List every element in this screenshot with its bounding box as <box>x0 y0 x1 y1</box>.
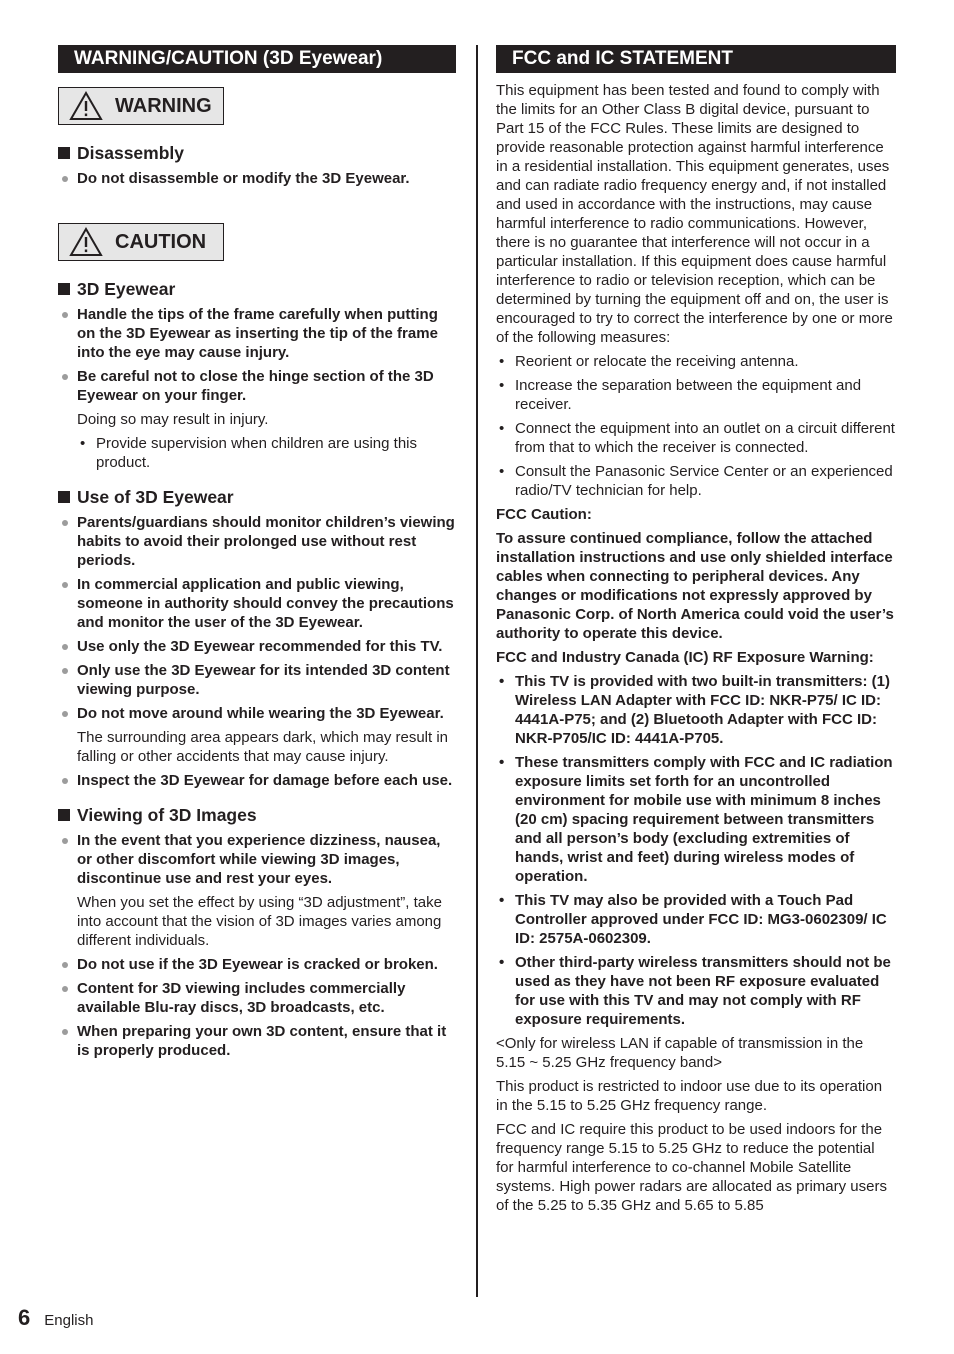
rf-exposure-heading: FCC and Industry Canada (IC) RF Exposure Warning: <box>496 649 874 666</box>
list-item-text: In commercial application and public viewing, someone in authority should convey the precautions and monitor the user of the 3D Eyewear. <box>77 576 454 631</box>
list-item <box>496 376 896 414</box>
section-title-warning-caution: WARNING/CAUTION (3D Eyewear) <box>58 45 456 73</box>
section-title-fcc-ic: FCC and IC STATEMENT <box>496 45 896 73</box>
list-item-text: Do not disassemble or modify the 3D Eyewear. <box>77 170 410 187</box>
bullet-dot-icon <box>62 838 68 844</box>
list-item-text: Consult the Panasonic Service Center or an experienced radio/TV technician for help. <box>515 463 893 499</box>
list-item <box>496 419 896 457</box>
bullet-dot-icon <box>62 711 68 717</box>
bullet-dot-icon <box>62 520 68 526</box>
small-bullet-icon: • <box>499 892 505 909</box>
language-label: English <box>44 1312 94 1329</box>
list-item <box>58 305 456 362</box>
list-item <box>496 462 896 500</box>
caution-box <box>58 223 224 261</box>
list-item <box>58 955 456 974</box>
note-text: The surrounding area appears dark, which may result in falling or other accidents that may cause injury. <box>77 729 449 765</box>
wlan-note: <Only for wireless LAN if capable of transmission in the 5.15 ~ 5.25 GHz frequency band> <box>496 1035 864 1071</box>
warning-triangle-icon <box>69 91 103 121</box>
square-bullet-icon <box>58 491 70 503</box>
bullet-dot-icon <box>62 1029 68 1035</box>
square-bullet-icon <box>58 283 70 295</box>
list-item-text: Handle the tips of the frame carefully when putting on the 3D Eyewear as inserting the tip of the frame into the eye may cause injury. <box>77 306 438 361</box>
list-item-text: Do not move around while wearing the 3D Eyewear. <box>77 705 444 722</box>
bullet-dot-icon <box>62 962 68 968</box>
small-bullet-icon: • <box>499 353 505 370</box>
list-item <box>58 1022 456 1060</box>
caution-label: CAUTION <box>115 231 207 253</box>
list-item-text: In the event that you experience dizziness, nausea, or other discomfort while viewing 3D images, discontinue use and rest your eyes. <box>77 832 441 887</box>
list-item-text: Increase the separation between the equipment and receiver. <box>515 377 862 413</box>
list-item-text: Inspect the 3D Eyewear for damage before each use. <box>77 772 453 789</box>
bullet-dot-icon <box>62 312 68 318</box>
disassembly-heading <box>58 142 456 164</box>
viewing-heading-text: Viewing of 3D Images <box>77 805 257 825</box>
note-text: Doing so may result in injury. <box>77 411 269 428</box>
list-item <box>58 831 456 888</box>
list-item-text: Connect the equipment into an outlet on a circuit different from that to which the receiver is connected. <box>515 420 895 456</box>
list-item <box>58 979 456 1017</box>
warning-box <box>58 87 224 125</box>
list-item <box>496 753 896 886</box>
small-bullet-icon: • <box>499 463 505 480</box>
sub-list-item <box>58 434 456 472</box>
list-item <box>58 575 456 632</box>
list-item <box>58 637 456 656</box>
column-divider <box>476 45 478 1297</box>
list-item <box>58 771 456 790</box>
small-bullet-icon: • <box>499 673 505 690</box>
list-item-text: Do not use if the 3D Eyewear is cracked or broken. <box>77 956 438 973</box>
list-item-text: This TV is provided with two built-in transmitters: (1) Wireless LAN Adapter with FCC ID: NKR-P75/ IC ID: 4441A-P75; and (2) Bluetooth Adapter with FCC ID: NKR-P705/IC ID: 4441A-P705. <box>515 673 891 747</box>
use-heading <box>58 486 456 508</box>
eyewear-heading-text: 3D Eyewear <box>77 279 176 299</box>
list-item <box>58 169 456 188</box>
viewing-heading <box>58 804 456 826</box>
small-bullet-icon: • <box>499 754 505 771</box>
note-text: When you set the effect by using “3D adjustment”, take into account that the vision of 3D images varies among different individuals. <box>77 894 442 949</box>
right-column <box>496 45 896 1215</box>
bullet-dot-icon <box>62 778 68 784</box>
small-bullet-icon: • <box>499 954 505 971</box>
list-item <box>496 891 896 948</box>
fcc-caution-text: To assure continued compliance, follow the attached installation instructions and use only shielded interface cables when connecting to peripheral devices. Any changes or modifications not expressly approved by Panasonic Corp. of North America could void the user’s authority to operate this device. <box>496 530 894 642</box>
left-column <box>58 45 456 1060</box>
bullet-dot-icon <box>62 582 68 588</box>
list-item <box>58 513 456 570</box>
bullet-dot-icon <box>62 986 68 992</box>
small-bullet-icon: • <box>499 420 505 437</box>
caution-triangle-icon <box>69 227 103 257</box>
list-item <box>496 672 896 748</box>
small-bullet-icon: • <box>499 377 505 394</box>
fcc-caution-heading: FCC Caution: <box>496 506 592 523</box>
square-bullet-icon <box>58 809 70 821</box>
bullet-dot-icon <box>62 644 68 650</box>
list-item-text: Only use the 3D Eyewear for its intended 3D content viewing purpose. <box>77 662 450 698</box>
list-item-text: Parents/guardians should monitor children’s viewing habits to avoid their prolonged use without rest periods. <box>77 514 455 569</box>
list-item <box>58 661 456 699</box>
square-bullet-icon <box>58 147 70 159</box>
list-item-text: Reorient or relocate the receiving antenna. <box>515 353 799 370</box>
warning-label: WARNING <box>115 95 212 117</box>
list-item-text: When preparing your own 3D content, ensure that it is properly produced. <box>77 1023 447 1059</box>
fcc-intro-paragraph: This equipment has been tested and found to comply with the limits for an Other Class B digital device, pursuant to Part 15 of the FCC Rules. These limits are designed to provide reasonable protection against harmful interference in a residential installation. This equipment generates, uses and can radiate radio frequency energy and, if not installed and used in accordance with the instructions, may cause harmful interference to radio communications. However, there is no guarantee that interference will not occur in a particular installation. If this equipment does cause harmful interference to radio or television reception, which can be determined by turning the equipment off and on, the user is encouraged to try to correct the interference by one or more of the following measures: <box>496 82 893 346</box>
list-item <box>496 953 896 1029</box>
page-footer <box>18 1305 94 1330</box>
list-item-text: Use only the 3D Eyewear recommended for this TV. <box>77 638 443 655</box>
page-number: 6 <box>18 1305 31 1330</box>
eyewear-heading <box>58 278 456 300</box>
disassembly-heading-text: Disassembly <box>77 143 185 163</box>
indoor-use-paragraph: This product is restricted to indoor use due to its operation in the 5.15 to 5.25 GHz frequency range. <box>496 1078 883 1114</box>
small-bullet-icon: • <box>80 435 86 452</box>
list-item-text: These transmitters comply with FCC and IC radiation exposure limits set forth for an uncontrolled environment for mobile use with minimum 8 inches (20 cm) spacing requirement between transmitters and all person’s body (excluding extremities of hands, wrist and feet) during wireless modes of operation. <box>515 754 893 885</box>
use-heading-text: Use of 3D Eyewear <box>77 487 234 507</box>
list-item <box>58 704 456 723</box>
list-item <box>496 352 896 371</box>
bullet-dot-icon <box>62 668 68 674</box>
list-item-text: Other third-party wireless transmitters should not be used as they have not been RF exposure evaluated for use with this TV and may not comply with RF exposure requirements. <box>515 954 891 1028</box>
bullet-dot-icon <box>62 374 68 380</box>
list-item-text: Content for 3D viewing includes commercially available Blu-ray discs, 3D broadcasts, etc. <box>77 980 406 1016</box>
list-item <box>58 367 456 405</box>
fcc-ic-indoor-paragraph: FCC and IC require this product to be used indoors for the frequency range 5.15 to 5.25 GHz to reduce the potential for harmful interference to co-channel Mobile Satellite systems. High power radars are allocated as primary users of the 5.25 to 5.35 GHz and 5.65 to 5.85 <box>496 1121 887 1214</box>
list-item-text: This TV may also be provided with a Touch Pad Controller approved under FCC ID: MG3-0602309/ IC ID: 2575A-0602309. <box>515 892 887 947</box>
bullet-dot-icon <box>62 176 68 182</box>
sub-list-item-text: Provide supervision when children are using this product. <box>96 435 418 471</box>
list-item-text: Be careful not to close the hinge section of the 3D Eyewear on your finger. <box>77 368 434 404</box>
